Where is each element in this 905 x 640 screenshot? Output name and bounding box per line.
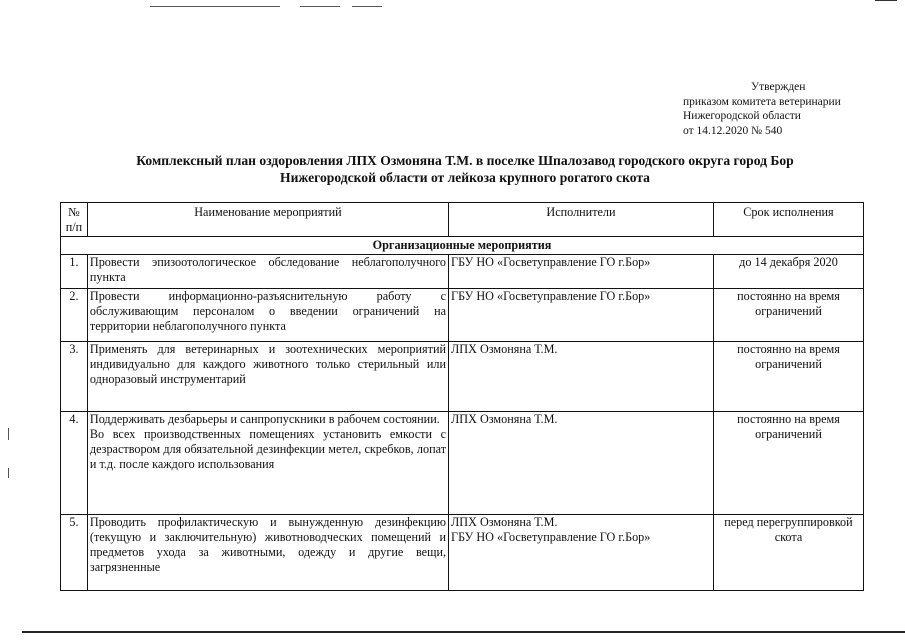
table-row	[61, 412, 864, 515]
row-executors: ГБУ НО «Госветуправление ГО г.Бор»	[449, 289, 714, 342]
row-deadline: постоянно на время ограничений	[713, 342, 863, 412]
row-num: 3.	[61, 342, 88, 412]
row-executors: ГБУ НО «Госветуправление ГО г.Бор»	[449, 255, 714, 289]
row-executor-line: ГБУ НО «Госветуправление ГО г.Бор»	[451, 530, 651, 544]
row-executors: ЛПХ Озмоняна Т.М.	[449, 412, 714, 515]
scan-artifact-lines	[0, 0, 905, 12]
row-name: Применять для ветеринарных и зоотехнических мероприятий индивидуально для каждого животного только стерильный или одноразовый инструментарий	[87, 342, 448, 412]
table-header-row	[61, 203, 864, 237]
table-row	[61, 289, 864, 342]
row-name: Провести информационно-разъяснительную работу с обслуживающим персоналом о введении ограничений на территории неблагополучного пункта	[87, 289, 448, 342]
document-title-line: Комплексный план оздоровления ЛПХ Озмоняна Т.М. в поселке Шпалозавод городского округа город Бор	[136, 153, 794, 168]
header-executors: Исполнители	[449, 203, 714, 237]
header-deadline: Срок исполнения	[713, 203, 863, 237]
row-deadline: перед перегруппировкой скота	[713, 515, 863, 591]
document-title	[60, 152, 870, 186]
scan-artifact-tick	[8, 428, 9, 440]
header-name: Наименование мероприятий	[87, 203, 448, 237]
table-row	[61, 342, 864, 412]
row-name: Поддерживать дезбарьеры и санпропускники в рабочем состоянии. Во всех производственных помещениях установить емкости с дезраствором для обязательной дезинфекции метел, скребков, лопат и т.д. после каждого использования	[87, 412, 448, 515]
document-title-line: Нижегородской области от лейкоза крупного рогатого скота	[280, 170, 650, 185]
section-title: Организационные мероприятия	[61, 237, 864, 255]
row-num: 4.	[61, 412, 88, 515]
header-num: № п/п	[61, 203, 88, 237]
table-row	[61, 255, 864, 289]
approval-line: приказом комитета ветеринарии	[683, 95, 841, 108]
row-executor-line: ЛПХ Озмоняна Т.М.	[451, 515, 558, 529]
approval-stamp-block	[683, 80, 893, 138]
row-deadline: постоянно на время ограничений	[713, 412, 863, 515]
row-executors	[449, 515, 714, 591]
row-num: 1.	[61, 255, 88, 289]
scan-artifact-corner	[875, 0, 897, 1]
row-deadline: постоянно на время ограничений	[713, 289, 863, 342]
plan-table	[60, 202, 864, 591]
row-num: 2.	[61, 289, 88, 342]
section-row	[61, 237, 864, 255]
row-executors: ЛПХ Озмоняна Т.М.	[449, 342, 714, 412]
page-bottom-rule	[22, 631, 905, 633]
table-row	[61, 515, 864, 591]
approval-line: от 14.12.2020 № 540	[683, 124, 783, 137]
row-deadline: до 14 декабря 2020	[713, 255, 863, 289]
scan-artifact-tick	[8, 468, 9, 478]
approval-line: Нижегородской области	[683, 110, 801, 122]
row-num: 5.	[61, 515, 88, 591]
row-name: Провести эпизоотологическое обследование неблагополучного пункта	[87, 255, 448, 289]
approval-title: Утвержден	[751, 81, 806, 93]
row-name: Проводить профилактическую и вынужденную дезинфекцию (текущую и заключительную) животноводческих помещений и предметов ухода за животными, одежду и другие вещи, загрязненные	[87, 515, 448, 591]
